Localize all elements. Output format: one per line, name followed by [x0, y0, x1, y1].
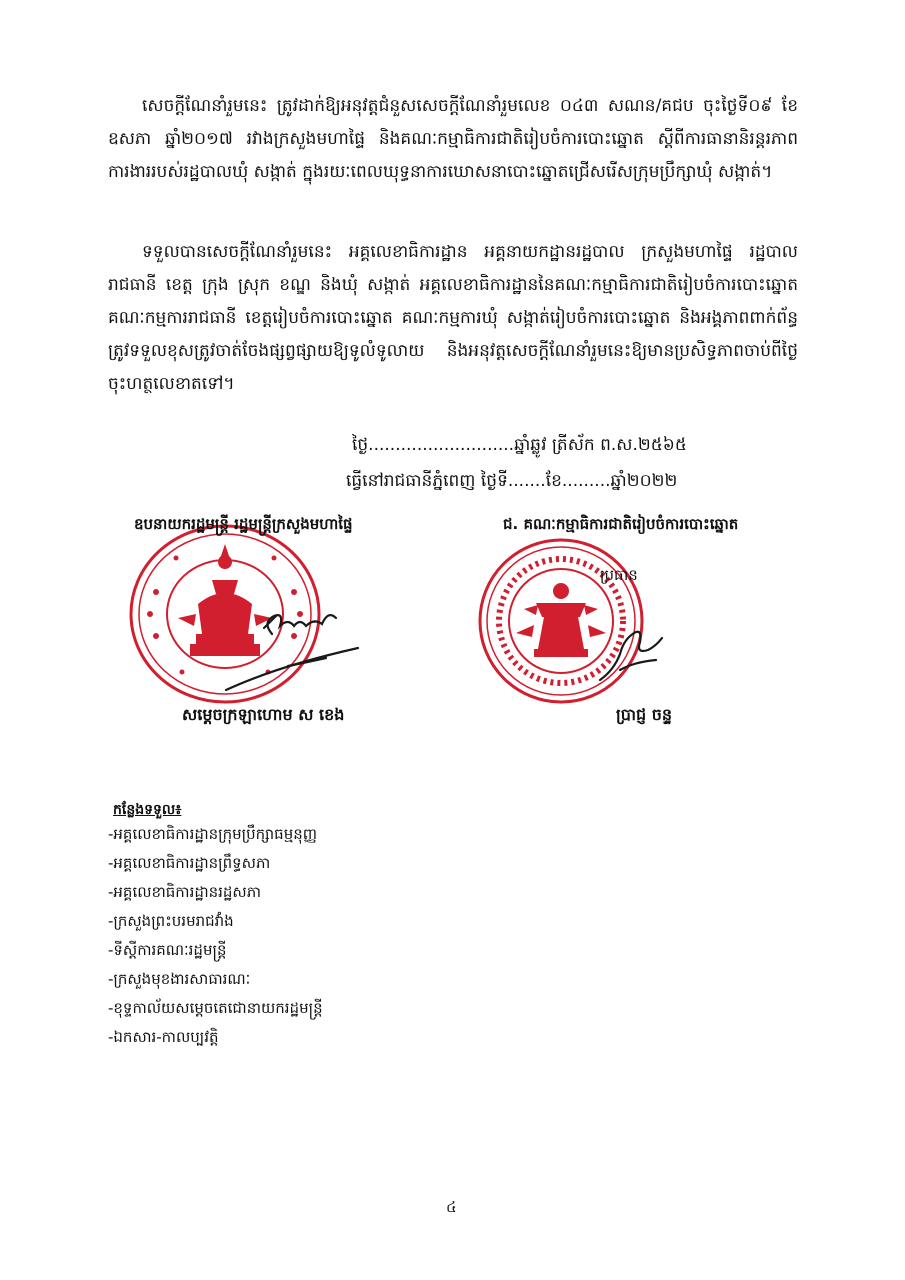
minister-handwritten-signature	[218, 588, 368, 698]
paragraph-2-text: ទទួលបានសេចក្តីណែនាំរួមនេះ អគ្គលេខាធិការដ្ឋាន អគ្គនាយកដ្ឋានរដ្ឋបាល ក្រសួងមហាផ្ទៃ រដ្ឋបាលរាជធានី ខេត្ត ក្រុង ស្រុក ខណ្ឌ និងឃុំ សង្កាត់ អគ្គលេខាធិការដ្ឋាននៃគណៈកម្មាធិការជាតិរៀបចំការបោះឆ្នោត គណៈកម្មការរាជធានី ខេត្តរៀបចំការបោះឆ្នោត គណៈកម្មការឃុំ សង្កាត់រៀបចំការបោះឆ្នោត និងអង្គភាពពាក់ព័ន្ធ ត្រូវទទួលខុសត្រូវចាត់ចែងផ្សព្វផ្សាយឱ្យទូលំទូលាយ និងអនុវត្តសេចក្តីណែនាំរួមនេះឱ្យមានប្រសិទ្ធភាពចាប់ពីថ្ងៃចុះហត្ថលេខាតទៅ។	[108, 242, 798, 394]
page-number: ៤	[446, 1198, 457, 1216]
list-item: -អគ្គលេខាធិការដ្ឋានព្រឹទ្ធសភា	[108, 854, 271, 872]
paragraph-recipients-instruction	[108, 236, 798, 401]
list-item: -ឯកសារ-កាលប្បវត្តិ	[108, 1028, 219, 1046]
solar-date-line: ធ្វើនៅរាជធានីភ្នំពេញ ថ្ងៃទី.......ខែ.........ឆ្នាំ២០២២	[346, 471, 678, 491]
list-item: -ខុទ្ទកាល័យសម្តេចតេជោនាយករដ្ឋមន្ត្រី	[108, 999, 323, 1017]
recipients-list	[108, 820, 323, 1052]
president-role-label: ប្រធាន	[600, 566, 638, 584]
paragraph-replacement-notice	[108, 90, 798, 189]
list-item: -ក្រសួងមុខងារសាធារណៈ	[108, 970, 251, 988]
paragraph-1-text: សេចក្តីណែនាំរួមនេះ ត្រូវដាក់ឱ្យអនុវត្តជំនួសសេចក្តីណែនាំរួមលេខ ០៤៣ សណន/គជប ចុះថ្ងៃទី០៩ ខែឧសភា ឆ្នាំ២០១៧ រវាងក្រសួងមហាផ្ទៃ និងគណៈកម្មាធិការជាតិរៀបចំការបោះឆ្នោត ស្តីពីការធានានិរន្តរភាពការងាររបស់រដ្ឋបាលឃុំ សង្កាត់ ក្នុងរយៈពេលឃុទ្ធនាការឃោសនាបោះឆ្នោតជ្រើសរើសក្រុមប្រឹក្សាឃុំ សង្កាត់។	[108, 96, 798, 182]
committee-title: ជ. គណៈកម្មាធិការជាតិរៀបចំការបោះឆ្នោត	[503, 515, 739, 533]
list-item: -ទីស្តីការគណៈរដ្ឋមន្ត្រី	[108, 941, 227, 959]
president-handwritten-signature	[590, 610, 680, 690]
list-item: -អគ្គលេខាធិការដ្ឋានក្រុមប្រឹក្សាធម្មនុញ្ញ	[108, 825, 318, 843]
recipients-heading: កន្លែងទទួល៖	[113, 802, 182, 818]
list-item: -អគ្គលេខាធិការដ្ឋានរដ្ឋសភា	[108, 883, 261, 901]
lunar-date-line: ថ្ងៃ...........................ឆ្នាំឆ្លូវ ត្រីស័ក ព.ស.២៥៦៥	[352, 435, 687, 455]
list-item: -ក្រសួងព្រះបរមរាជវាំង	[108, 912, 234, 930]
minister-title: ឧបនាយករដ្ឋមន្ត្រី រដ្ឋមន្ត្រីក្រសួងមហាផ្ទៃ	[134, 515, 353, 533]
president-name: ប្រាជ្ញ ចន្ទ	[616, 705, 673, 724]
minister-name: សម្តេចក្រឡាហោម ស ខេង	[182, 705, 345, 724]
